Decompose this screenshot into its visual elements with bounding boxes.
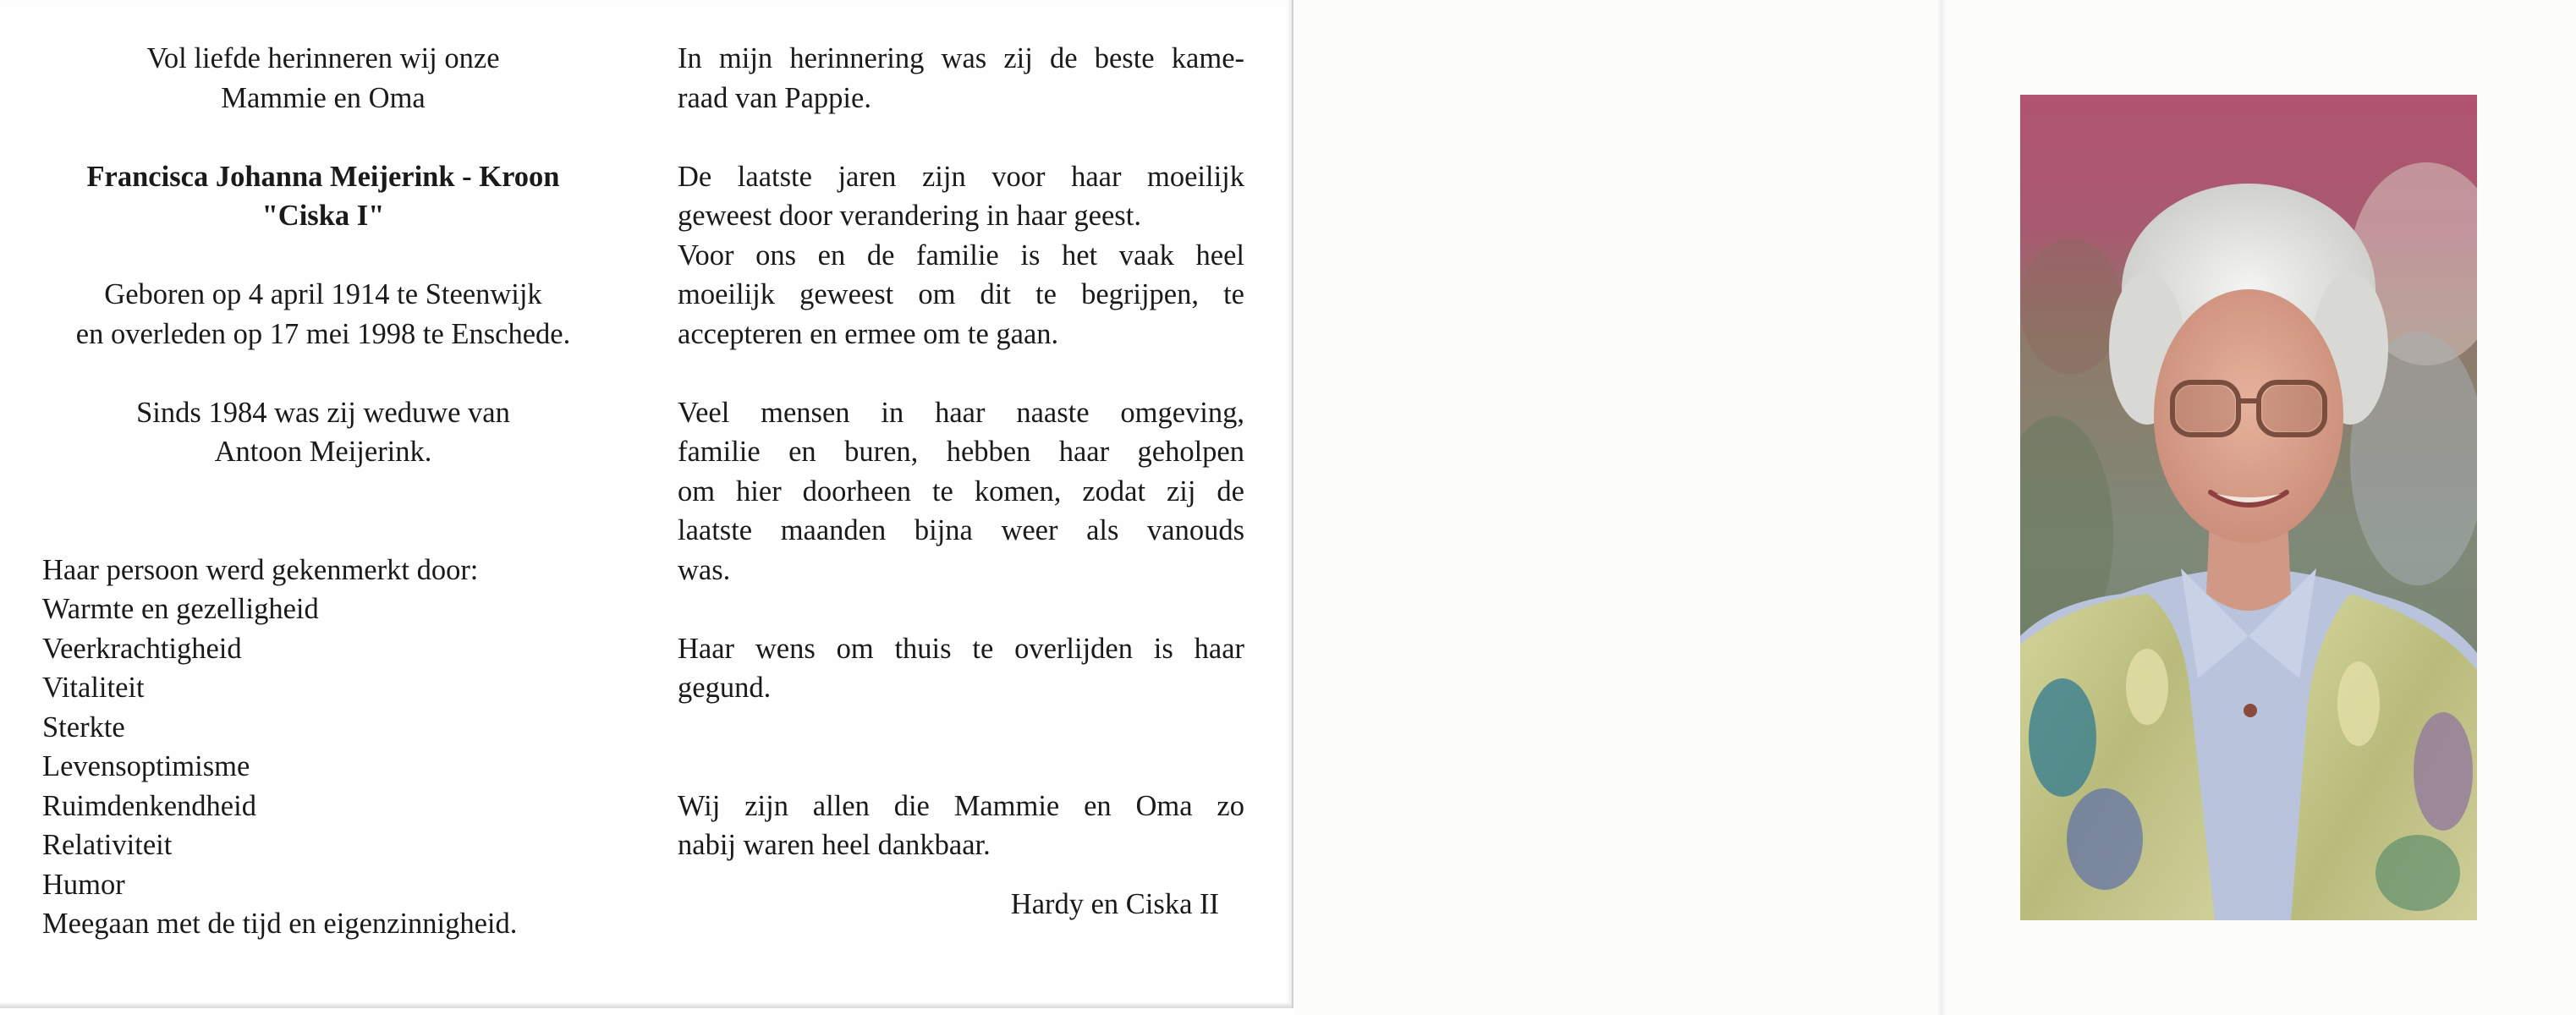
text-line: nabij waren heel dankbaar. (678, 829, 991, 861)
text-line: raad van Pappie. (678, 81, 871, 114)
widow-line: Sinds 1984 was zij weduwe van (136, 396, 510, 429)
death-line: en overleden op 17 mei 1998 te Enschede. (75, 317, 571, 350)
portrait-photo (2020, 95, 2477, 920)
text-line: geweest door verandering in haar geest. (678, 200, 1141, 232)
text-line: Veel mensen in haar naaste omgeving, (678, 396, 1244, 429)
text-line: In mijn herinnering was zij de beste kame- (678, 42, 1244, 74)
intro-line: Mammie en Oma (221, 81, 426, 114)
birth-line: Geboren op 4 april 1914 te Steenwijk (104, 278, 542, 310)
intro-block (42, 39, 604, 118)
widow-block (42, 393, 604, 472)
paragraph-3 (678, 393, 1244, 590)
text-line: accepteren en ermee om te gaan. (678, 317, 1059, 350)
paragraph-2 (678, 157, 1244, 354)
paragraph-5 (678, 787, 1244, 865)
trait-item: Warmte en gezelligheid (42, 593, 319, 625)
trait-item: Levensoptimisme (42, 750, 250, 782)
text-line: moeilijk geweest om dit te begrijpen, te (678, 278, 1244, 310)
text-line: Wij zijn allen die Mammie en Oma zo (678, 789, 1244, 822)
text-line: Haar wens om thuis te overlijden is haar (678, 632, 1244, 665)
paragraph-4 (678, 629, 1244, 708)
nickname-line: "Ciska I" (261, 200, 385, 232)
memorial-text-left (42, 39, 604, 944)
trait-item: Veerkrachtigheid (42, 632, 242, 665)
text-line: Voor ons en de familie is het vaak heel (678, 239, 1244, 272)
trait-item: Meegaan met de tijd en eigenzinnigheid. (42, 908, 518, 940)
text-line: De laatste jaren zijn voor haar moeilijk (678, 160, 1244, 193)
traits-heading: Haar persoon werd gekenmerkt door: (42, 553, 479, 586)
text-line: was. (678, 553, 731, 586)
text-line: om hier doorheen te komen, zodat zij de (678, 475, 1244, 508)
signature (678, 885, 1244, 924)
memorial-text-right (678, 39, 1244, 924)
trait-item: Humor (42, 868, 125, 901)
deceased-name (42, 157, 604, 236)
trait-item: Sterkte (42, 710, 125, 743)
text-line: gegund. (678, 672, 772, 704)
portrait-illustration (2020, 95, 2477, 920)
paragraph-1 (678, 39, 1244, 118)
birth-death-block (42, 275, 604, 354)
card-fold (1937, 0, 1946, 1015)
trait-item: Relativiteit (42, 829, 173, 861)
trait-item: Ruimdenkendheid (42, 789, 256, 822)
traits-block (42, 551, 604, 944)
text-line: familie en buren, hebben haar geholpen (678, 436, 1244, 468)
name-line: Francisca Johanna Meijerink - Kroon (86, 160, 560, 193)
trait-item: Vitaliteit (42, 672, 145, 704)
signature-text: Hardy en Ciska II (1010, 887, 1219, 920)
text-line: laatste maanden bijna weer als vanouds (678, 514, 1244, 546)
intro-line: Vol liefde herinneren wij onze (146, 42, 500, 74)
widow-line: Antoon Meijerink. (214, 436, 432, 468)
